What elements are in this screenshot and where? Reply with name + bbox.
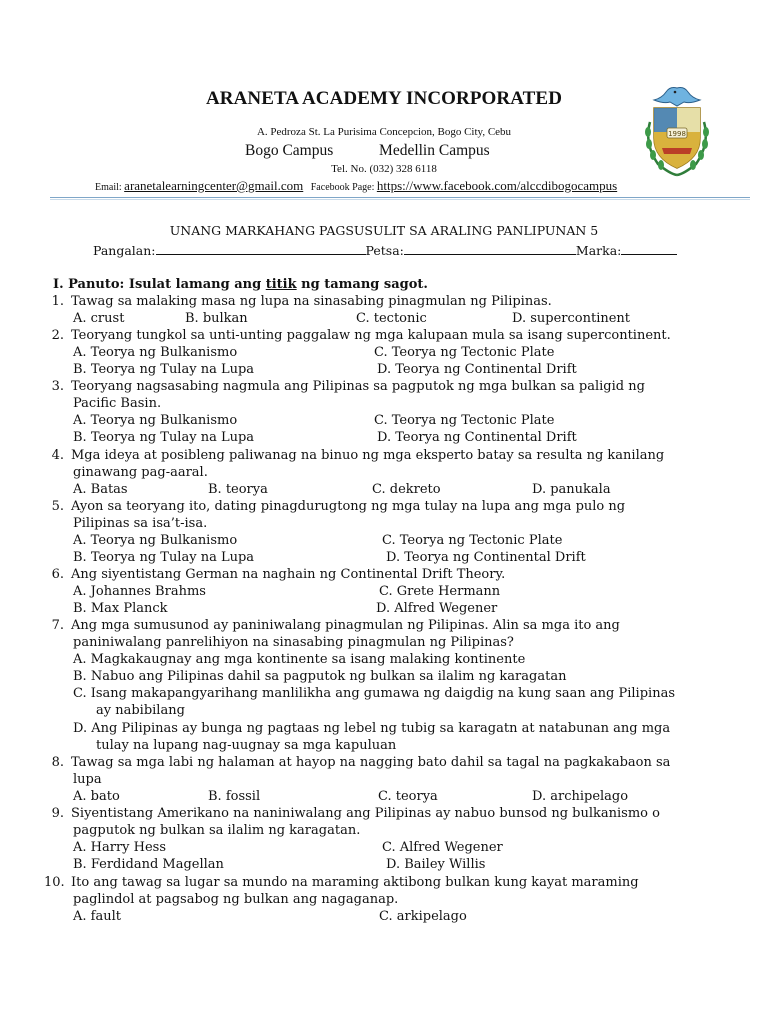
question-number: 4.	[51, 448, 64, 463]
choice-1c[interactable]: C. tectonic	[356, 311, 427, 326]
choice-10a[interactable]: A. fault	[73, 909, 121, 924]
school-address: A. Pedroza St. La Purisima Concepcion, Bogo City, Cebu	[256, 126, 512, 138]
question-7	[44, 618, 620, 633]
choice-8d[interactable]: D. archipelago	[532, 789, 629, 804]
choice-9d[interactable]: D. Bailey Willis	[386, 857, 486, 872]
question-5	[44, 499, 625, 514]
instructions-rest: ng tamang sagot.	[296, 277, 428, 292]
question-number: 7.	[51, 618, 64, 633]
question-text: Ayon sa teoryang ito, dating pinagdurugtong ng mga tulay na lupa ang mga pulo ng	[71, 499, 626, 514]
choice-5a[interactable]: A. Teorya ng Bulkanismo	[73, 533, 238, 548]
choice-10c[interactable]: C. arkipelago	[379, 909, 467, 924]
choice-5d[interactable]: D. Teorya ng Continental Drift	[386, 550, 586, 565]
facebook-link[interactable]: https://www.facebook.com/alccdibogocampus	[376, 178, 618, 193]
campus-medellin: Medellin Campus	[379, 142, 490, 159]
choice-8a[interactable]: A. bato	[73, 789, 120, 804]
choice-1b[interactable]: B. bulkan	[185, 311, 248, 326]
question-3	[44, 379, 645, 394]
instructions-keyword: titik	[265, 277, 297, 292]
exam-title: UNANG MARKAHANG PAGSUSULIT SA ARALING PANLIPUNAN 5	[169, 223, 599, 238]
choice-9b[interactable]: B. Ferdidand Magellan	[73, 857, 224, 872]
contact-line	[95, 178, 617, 194]
question-number: 5.	[51, 499, 64, 514]
grade-label: Marka:	[575, 243, 622, 258]
question-number: 3.	[51, 379, 64, 394]
date-label: Petsa:	[365, 243, 404, 258]
choice-7b[interactable]: B. Nabuo ang Pilipinas dahil sa pagputok ng bulkan sa ilalim ng karagatan	[73, 669, 567, 684]
question-text: Teoryang nagsasabing nagmula ang Pilipinas sa pagputok ng mga bulkan sa paligid ng	[71, 379, 645, 394]
choice-4b[interactable]: B. teorya	[208, 482, 268, 497]
choice-4a[interactable]: A. Batas	[73, 482, 128, 497]
choice-3d[interactable]: D. Teorya ng Continental Drift	[377, 430, 577, 445]
choice-3a[interactable]: A. Teorya ng Bulkanismo	[73, 413, 238, 428]
choice-6d[interactable]: D. Alfred Wegener	[376, 601, 498, 616]
school-logo-icon	[640, 82, 714, 178]
choice-3b[interactable]: B. Teorya ng Tulay na Lupa	[73, 430, 255, 445]
question-8-line-2: lupa	[73, 772, 102, 787]
student-info-line	[93, 242, 677, 258]
school-name: ARANETA ACADEMY INCORPORATED	[205, 88, 563, 109]
header-divider-shadow	[50, 199, 750, 200]
question-text: Tawag sa mga labi ng halaman at hayop na nagging bato dahil sa tagal na pagkakabaon sa	[71, 755, 671, 770]
email-label: Email:	[95, 182, 122, 193]
name-label: Pangalan:	[93, 243, 156, 258]
question-3-line-2: Pacific Basin.	[73, 396, 162, 411]
question-7-line-2: paniniwalang panrelihiyon na sinasabing pinagmulan ng Pilipinas?	[73, 635, 514, 650]
facebook-label: Facebook Page:	[310, 182, 375, 193]
choice-9a[interactable]: A. Harry Hess	[73, 840, 167, 855]
choice-2b[interactable]: B. Teorya ng Tulay na Lupa	[73, 362, 255, 377]
question-8	[44, 755, 670, 770]
question-number: 9.	[51, 806, 64, 821]
choice-8c[interactable]: C. teorya	[378, 789, 438, 804]
question-number: 8.	[51, 755, 64, 770]
question-text: Teoryang tungkol sa unti-unting paggalaw ng mga kalupaan mula sa isang supercontinent.	[71, 328, 671, 343]
question-9-line-2: pagputok ng bulkan sa ilalim ng karagatan.	[73, 823, 361, 838]
choice-6a[interactable]: A. Johannes Brahms	[73, 584, 206, 599]
choice-9c[interactable]: C. Alfred Wegener	[382, 840, 503, 855]
instructions	[53, 277, 428, 292]
question-9	[44, 806, 660, 821]
campus-bogo: Bogo Campus	[245, 142, 334, 159]
question-text: Siyentistang Amerikano na naniniwalang ang Pilipinas ay nabuo bunsod ng bulkanismo o	[71, 806, 660, 821]
header-divider	[50, 197, 750, 198]
question-text: Ito ang tawag sa lugar sa mundo na maraming aktibong bulkan kung kayat maraming	[71, 875, 639, 890]
choice-2a[interactable]: A. Teorya ng Bulkanismo	[73, 345, 238, 360]
question-4	[44, 448, 664, 463]
instructions-text: I. Panuto: Isulat lamang ang	[53, 277, 266, 292]
question-number: 6.	[51, 567, 64, 582]
question-2	[44, 328, 671, 343]
date-field[interactable]	[404, 242, 576, 255]
question-6	[44, 567, 505, 582]
question-1	[44, 294, 552, 309]
choice-6c[interactable]: C. Grete Hermann	[379, 584, 501, 599]
question-10-line-2: paglindol at pagsabog ng bulkan ang nagaganap.	[73, 892, 399, 907]
email-link[interactable]: aranetalearningcenter@gmail.com	[124, 178, 304, 193]
choice-7d[interactable]: D. Ang Pilipinas ay bunga ng pagtaas ng lebel ng tubig sa karagatn at natabunan ang mga	[73, 721, 671, 736]
logo-year: 1998	[668, 130, 686, 138]
question-text: Ang siyentistang German na naghain ng Continental Drift Theory.	[71, 567, 506, 582]
choice-7d-cont: tulay na lupang nag-uugnay sa mga kapuluan	[96, 738, 397, 753]
question-text: Mga ideya at posibleng paliwanag na binuo ng mga eksperto batay sa resulta ng kanilang	[71, 448, 665, 463]
choice-8b[interactable]: B. fossil	[208, 789, 261, 804]
question-text: Tawag sa malaking masa ng lupa na sinasabing pinagmulan ng Pilipinas.	[71, 294, 552, 309]
grade-field[interactable]	[621, 242, 677, 255]
choice-3c[interactable]: C. Teorya ng Tectonic Plate	[374, 413, 555, 428]
choice-7a[interactable]: A. Magkakaugnay ang mga kontinente sa isang malaking kontinente	[73, 652, 526, 667]
question-number: 1.	[51, 294, 64, 309]
choice-7c-cont: ay nabibilang	[96, 703, 185, 718]
question-number: 10.	[44, 875, 65, 890]
choice-2c[interactable]: C. Teorya ng Tectonic Plate	[374, 345, 555, 360]
question-10	[44, 875, 639, 890]
choice-5b[interactable]: B. Teorya ng Tulay na Lupa	[73, 550, 255, 565]
choice-7c[interactable]: C. Isang makapangyarihang manlilikha ang gumawa ng daigdig na kung saan ang Pilipinas	[73, 686, 675, 701]
question-4-line-2: ginawang pag-aaral.	[73, 465, 208, 480]
choice-6b[interactable]: B. Max Planck	[73, 601, 168, 616]
choice-4d[interactable]: D. panukala	[532, 482, 611, 497]
telephone: Tel. No. (032) 328 6118	[331, 163, 437, 175]
choice-1d[interactable]: D. supercontinent	[512, 311, 631, 326]
question-number: 2.	[51, 328, 64, 343]
choice-2d[interactable]: D. Teorya ng Continental Drift	[377, 362, 577, 377]
choice-1a[interactable]: A. crust	[73, 311, 125, 326]
campus-line	[245, 142, 490, 160]
question-5-line-2: Pilipinas sa isa’t-isa.	[73, 516, 208, 531]
choice-5c[interactable]: C. Teorya ng Tectonic Plate	[382, 533, 563, 548]
name-field[interactable]	[156, 242, 366, 255]
question-text: Ang mga sumusunod ay paniniwalang pinagmulan ng Pilipinas. Alin sa mga ito ang	[71, 618, 620, 633]
choice-4c[interactable]: C. dekreto	[372, 482, 441, 497]
